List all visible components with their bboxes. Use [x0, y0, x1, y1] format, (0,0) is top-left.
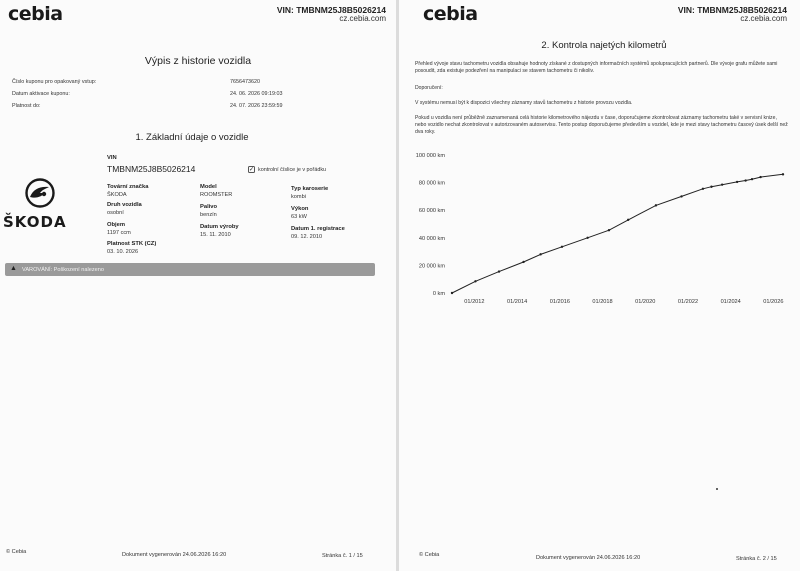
footer-copyright: © Cebia [419, 552, 440, 558]
mileage-series [451, 173, 784, 294]
field-label-stk-validity: Platnost STK (CZ) [107, 241, 157, 247]
skoda-logo-text: ŠKODA [3, 213, 67, 231]
warning-icon: ▲ [10, 265, 17, 272]
x-tick-label: 01/2018 [592, 299, 613, 305]
site-url: cz.cebia.com [740, 14, 787, 23]
field-value-first-registration: 09. 12. 2010 [291, 234, 323, 240]
y-tick-label: 80 000 km [418, 180, 445, 187]
skoda-emblem-icon [18, 178, 62, 208]
valid-until-value: 24. 07. 2026 23:59:59 [230, 103, 283, 109]
field-label-vehicle-type: Druh vozidla [107, 202, 142, 208]
y-tick-label: 0 km [432, 291, 445, 297]
field-value-make: ŠKODA [107, 192, 127, 198]
field-value-manufacture-date: 15. 11. 2010 [200, 232, 231, 238]
cebia-logo: cebia [423, 3, 478, 25]
footer-generated: Dokument vygenerován 24.06.2026 16:20 [122, 552, 227, 558]
damage-warning-text: VAROVÁNÍ: Poškození nalezeno [22, 266, 104, 273]
activation-label: Datum aktivace kuponu: [12, 91, 70, 97]
coupon-label: Číslo kuponu pro opakovaný vstup: [12, 79, 97, 85]
mileage-point [751, 178, 753, 180]
field-value-displacement: 1197 ccm [107, 230, 131, 236]
vin-label: VIN [107, 155, 117, 161]
y-tick-label: 40 000 km [418, 235, 445, 242]
mileage-point [702, 188, 704, 190]
mileage-point [782, 173, 784, 175]
valid-until-label: Platnost do: [12, 103, 41, 109]
mileage-point [498, 270, 500, 272]
mileage-point [451, 292, 453, 294]
x-tick-label: 01/2014 [507, 299, 528, 305]
field-value-power: 63 kW [291, 214, 307, 220]
x-tick-label: 01/2026 [763, 299, 784, 305]
field-label-displacement: Objem [107, 222, 126, 228]
report-page-1 [0, 0, 396, 571]
x-tick-label: 01/2022 [677, 299, 699, 305]
mileage-point [539, 253, 541, 255]
checksum-ok-text: kontrolní číslice je v pořádku [258, 167, 327, 173]
y-tick-label: 60 000 km [418, 208, 445, 215]
cebia-logo: cebia [8, 3, 63, 25]
recommendation-label: Doporučení: [415, 85, 443, 91]
field-label-first-registration: Datum 1. registrace [291, 226, 345, 232]
mileage-point [608, 229, 610, 231]
mileage-chart [399, 145, 800, 310]
vin-header: VIN: TMBNM25J8B5026214 [677, 5, 787, 15]
mileage-point [522, 261, 524, 263]
field-label-fuel: Palivo [200, 204, 218, 210]
site-url: cz.cebia.com [339, 14, 386, 23]
y-axis-labels [416, 153, 446, 297]
field-label-manufacture-date: Datum výroby [200, 224, 239, 230]
x-tick-label: 01/2024 [720, 299, 741, 305]
vin-header: VIN: TMBNM25J8B5026214 [276, 5, 386, 15]
page-title: Výpis z historie vozidla [144, 55, 252, 67]
footer-copyright: © Cebia [6, 549, 27, 555]
mileage-point [655, 204, 657, 206]
mileage-point [721, 183, 723, 185]
mileage-point [710, 186, 712, 188]
mileage-point [474, 280, 476, 282]
mileage-point [759, 176, 761, 178]
footer-generated: Dokument vygenerován 24.06.2026 16:20 [536, 555, 641, 561]
mileage-point [627, 219, 629, 221]
mileage-point [680, 195, 682, 197]
x-axis-labels [464, 299, 783, 305]
field-value-stk-validity: 03. 10. 2026 [107, 249, 139, 255]
mileage-point [561, 246, 563, 248]
field-value-body: kombi [291, 194, 306, 200]
field-value-vehicle-type: osobní [107, 210, 124, 216]
field-label-body: Typ karoserie [291, 186, 329, 192]
damage-warning-bar [5, 263, 375, 276]
field-value-fuel: benzín [200, 212, 217, 218]
mileage-point [736, 181, 738, 183]
x-tick-label: 01/2016 [549, 299, 570, 305]
mileage-point [586, 237, 588, 239]
y-tick-label: 20 000 km [418, 263, 445, 270]
footer-page-number: Stránka č. 1 / 15 [322, 553, 363, 559]
activation-value: 24. 06. 2026 09:19:03 [230, 91, 283, 97]
mileage-line [452, 174, 783, 293]
field-value-model: ROOMSTER [200, 192, 233, 198]
check-icon: ✓ [249, 167, 255, 173]
x-tick-label: 01/2020 [635, 299, 656, 305]
x-tick-label: 01/2012 [464, 299, 485, 305]
stray-dot [716, 488, 718, 490]
section-title-basic-info: 1. Základní údaje o vozidle [135, 132, 249, 143]
field-label-model: Model [200, 184, 217, 190]
y-tick-label: 100 000 km [415, 153, 445, 159]
footer-page-number: Stránka č. 2 / 15 [736, 556, 777, 562]
recommendation-text-2: Pokud u vozidla není průběžně zaznamenaná celá historie kilometrového nájezdu v čase, doporučujeme zkontrolovat záznamy tachometru také v servisní knize, nebo vozidlo nechat zkontrolovat v autorizovaném autoservisu. Tento postup doporučujeme především u vozidel, kde je mezi stavy tachometru časový úsek delší než dva roky. [415, 115, 788, 136]
field-label-make: Tovární značka [107, 184, 149, 190]
mileage-intro-text: Přehled vývoje stavu tachometru vozidla obsahuje hodnoty získané z dostupných informačních systémů spolupracujících partnerů. Dle vývoje grafu můžete sami posoudit, zda existuje podezření na manipulaci se stavem tachometru či nikoliv. [415, 61, 778, 75]
recommendation-text-1: V systému nemusí být k dispozici všechny záznamy stavů tachometru z historie provozu vozidla. [415, 100, 633, 106]
coupon-value: 7656473620 [230, 79, 260, 85]
mileage-point [744, 179, 746, 181]
field-label-power: Výkon [291, 206, 309, 212]
section-title-mileage: 2. Kontrola najetých kilometrů [541, 40, 667, 51]
vin-value: TMBNM25J8B5026214 [107, 164, 196, 174]
